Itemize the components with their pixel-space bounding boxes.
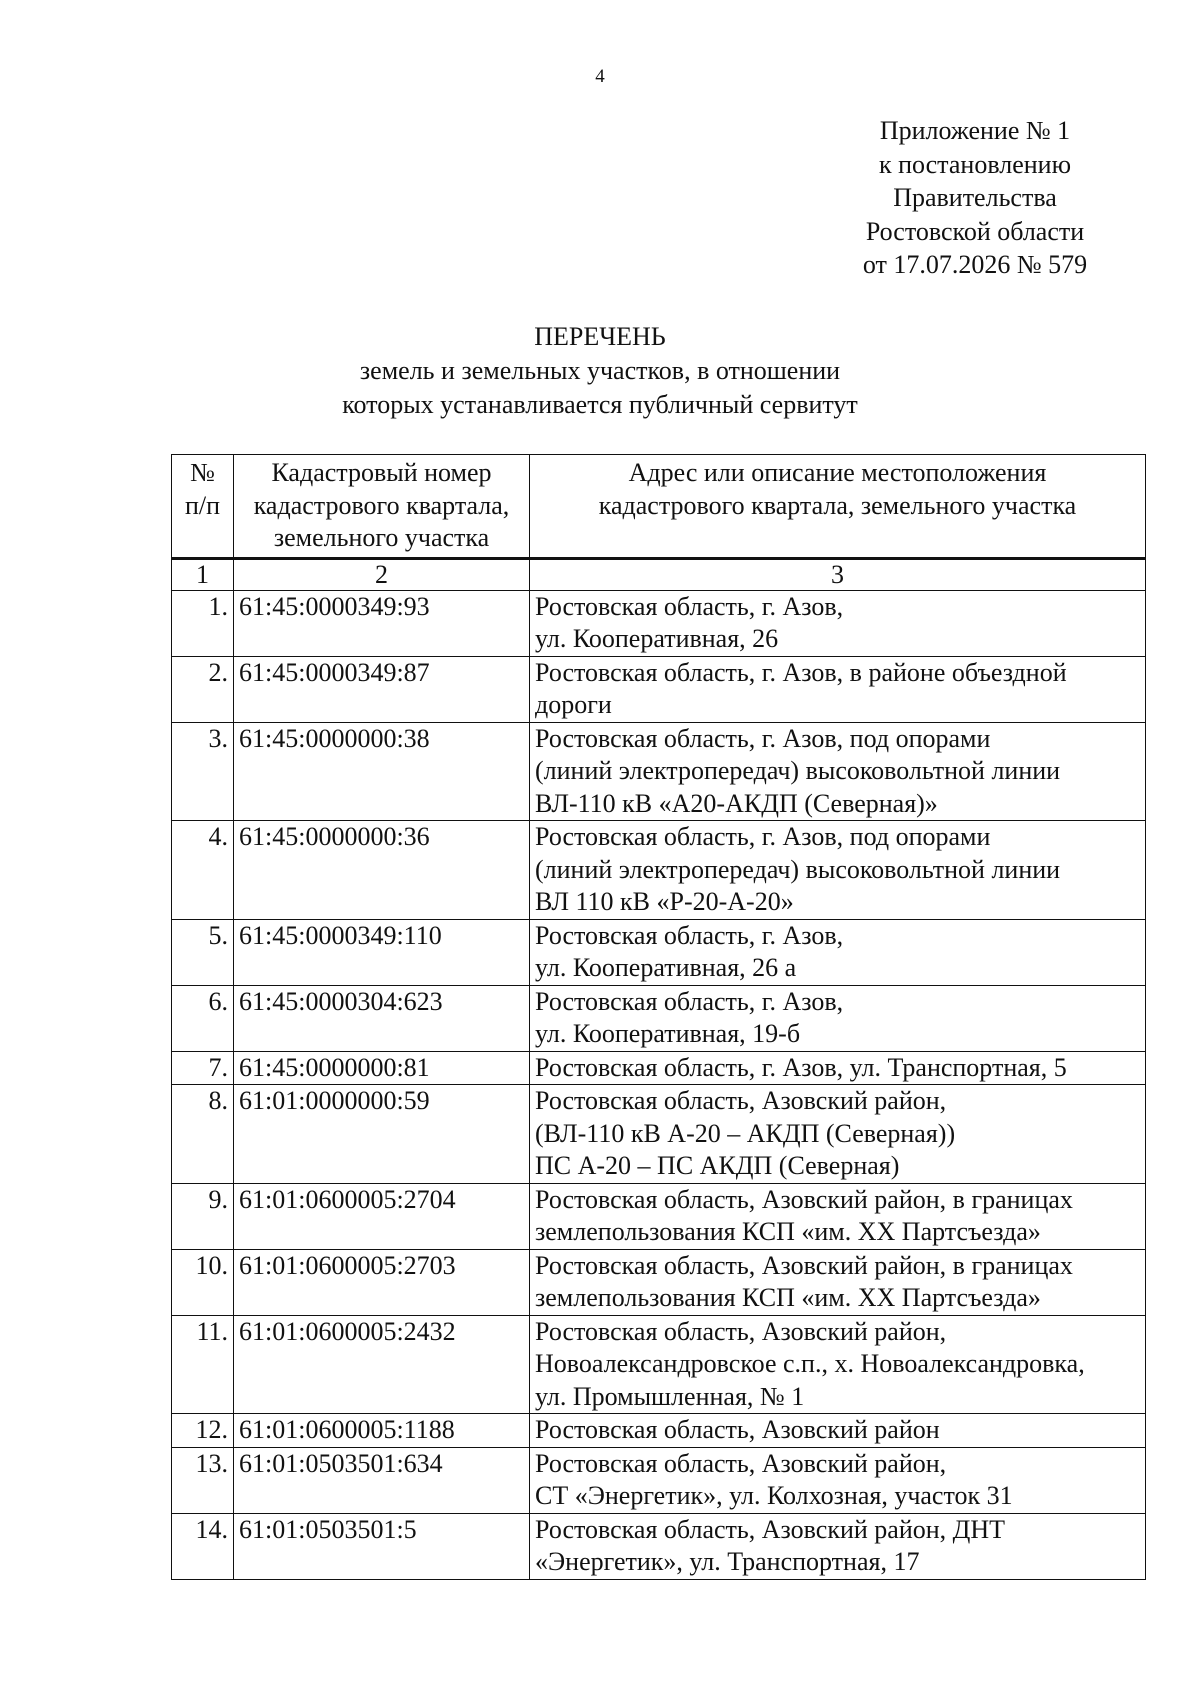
appendix-line: от 17.07.2026 № 579 <box>862 250 1088 279</box>
address-line: Ростовская область, Азовский район, ДНТ <box>535 1514 1006 1544</box>
address-line: Новоалександровское с.п., х. Новоалександровка, <box>535 1349 1085 1378</box>
table-row <box>172 985 1146 1051</box>
column-number: 2 <box>234 558 530 590</box>
header-line: кадастрового квартала, <box>253 490 510 520</box>
address-cell <box>530 1085 1146 1184</box>
cadastral-number: 61:45:0000000:36 <box>234 821 530 920</box>
table-row <box>172 722 1146 821</box>
table-row <box>172 1249 1146 1315</box>
table-row <box>172 1315 1146 1414</box>
address-line: землепользования КСП «им. XX Партсъезда» <box>535 1283 1041 1312</box>
land-plots-table <box>171 454 1146 1580</box>
table-header-row <box>172 455 1146 559</box>
address-line: Ростовская область, г. Азов, <box>535 920 844 950</box>
address-cell <box>530 656 1146 722</box>
row-number: 9. <box>172 1183 234 1249</box>
table-row <box>172 1513 1146 1579</box>
table-row <box>172 656 1146 722</box>
appendix-line: Правительства <box>893 183 1057 212</box>
address-line: СТ «Энергетик», ул. Колхозная, участок 31 <box>535 1481 1013 1510</box>
header-line: № <box>190 458 215 487</box>
header-address <box>530 455 1146 559</box>
address-line: Ростовская область, г. Азов, в районе объездной <box>535 657 1067 687</box>
address-line: Ростовская область, Азовский район, <box>535 1316 947 1346</box>
address-cell <box>530 1051 1146 1085</box>
address-line: (линий электропередач) высоковольтной линии <box>535 854 1061 884</box>
table-row <box>172 590 1146 656</box>
table-row <box>172 1051 1146 1085</box>
address-line: ВЛ 110 кВ «Р-20-А-20» <box>535 887 794 916</box>
address-line: ПС А-20 – ПС АКДП (Северная) <box>535 1151 900 1180</box>
address-cell <box>530 1183 1146 1249</box>
cadastral-number: 61:01:0600005:2704 <box>234 1183 530 1249</box>
cadastral-number: 61:45:0000000:38 <box>234 722 530 821</box>
cadastral-number: 61:45:0000349:87 <box>234 656 530 722</box>
cadastral-number: 61:45:0000304:623 <box>234 985 530 1051</box>
document-heading <box>0 320 1200 422</box>
row-number: 1. <box>172 590 234 656</box>
address-line: Ростовская область, г. Азов, <box>535 986 844 1016</box>
appendix-line: Приложение № 1 <box>879 116 1071 145</box>
table-row <box>172 1414 1146 1448</box>
table-row <box>172 1183 1146 1249</box>
address-line: ул. Кооперативная, 26 <box>535 624 779 653</box>
cadastral-number: 61:01:0503501:634 <box>234 1447 530 1513</box>
address-cell <box>530 1447 1146 1513</box>
table-row <box>172 821 1146 920</box>
header-line: Адрес или описание местоположения <box>628 458 1047 487</box>
page-number: 4 <box>595 66 605 87</box>
address-line: Ростовская область, г. Азов, под опорами <box>535 723 991 753</box>
column-number: 1 <box>172 558 234 590</box>
cadastral-number: 61:01:0000000:59 <box>234 1085 530 1184</box>
row-number: 4. <box>172 821 234 920</box>
address-cell <box>530 919 1146 985</box>
appendix-line: к постановлению <box>878 149 1072 179</box>
row-number: 14. <box>172 1513 234 1579</box>
cadastral-number: 61:45:0000000:81 <box>234 1051 530 1085</box>
document-subtitle-line: которых устанавливается публичный сервитут <box>342 390 858 419</box>
row-number: 2. <box>172 656 234 722</box>
column-numbers-row <box>172 558 1146 590</box>
address-line: Ростовская область, Азовский район, в границах <box>535 1184 1073 1214</box>
row-number: 11. <box>172 1315 234 1414</box>
row-number: 5. <box>172 919 234 985</box>
document-subtitle-line: земель и земельных участков, в отношении <box>359 356 841 385</box>
address-line: Ростовская область, г. Азов, под опорами <box>535 822 991 851</box>
address-line: ВЛ-110 кВ «А20-АКДП (Северная)» <box>535 788 938 818</box>
address-cell <box>530 1414 1146 1448</box>
header-line: земельного участка <box>273 523 490 552</box>
row-number: 12. <box>172 1414 234 1448</box>
cadastral-number: 61:01:0600005:1188 <box>234 1414 530 1448</box>
table-row <box>172 1085 1146 1184</box>
row-number: 8. <box>172 1085 234 1184</box>
address-line: Ростовская область, Азовский район, в границах <box>535 1250 1073 1280</box>
cadastral-number: 61:01:0600005:2432 <box>234 1315 530 1414</box>
address-line: Ростовская область, Азовский район <box>535 1415 940 1444</box>
address-line: (ВЛ-110 кВ А-20 – АКДП (Северная)) <box>535 1118 956 1148</box>
header-line: кадастрового квартала, земельного участка <box>598 490 1077 520</box>
address-line: землепользования КСП «им. XX Партсъезда» <box>535 1217 1041 1246</box>
address-line: Ростовская область, Азовский район, <box>535 1448 947 1478</box>
header-cadastral <box>234 455 530 559</box>
header-line: п/п <box>184 490 221 520</box>
address-line: Ростовская область, г. Азов, <box>535 591 844 621</box>
address-cell <box>530 1249 1146 1315</box>
cadastral-number: 61:45:0000349:93 <box>234 590 530 656</box>
appendix-line: Ростовской области <box>865 216 1085 246</box>
address-cell <box>530 590 1146 656</box>
address-line: ул. Промышленная, № 1 <box>535 1381 805 1411</box>
address-line: ул. Кооперативная, 19-б <box>535 1019 801 1048</box>
address-line: «Энергетик», ул. Транспортная, 17 <box>535 1547 920 1576</box>
appendix-block <box>820 114 1130 282</box>
column-number: 3 <box>530 558 1146 590</box>
table-row <box>172 1447 1146 1513</box>
address-line: дороги <box>535 690 612 719</box>
row-number: 13. <box>172 1447 234 1513</box>
address-line: (линий электропередач) высоковольтной линии <box>535 756 1061 785</box>
row-number: 10. <box>172 1249 234 1315</box>
cadastral-number: 61:01:0503501:5 <box>234 1513 530 1579</box>
address-line: Ростовская область, Азовский район, <box>535 1086 947 1115</box>
cadastral-number: 61:01:0600005:2703 <box>234 1249 530 1315</box>
address-line: Ростовская область, г. Азов, ул. Транспортная, 5 <box>535 1052 1067 1082</box>
table-row <box>172 919 1146 985</box>
row-number: 6. <box>172 985 234 1051</box>
header-number <box>172 455 234 559</box>
address-cell <box>530 1315 1146 1414</box>
address-cell <box>530 985 1146 1051</box>
cadastral-number: 61:45:0000349:110 <box>234 919 530 985</box>
document-title: ПЕРЕЧЕНЬ <box>534 322 666 351</box>
address-cell <box>530 821 1146 920</box>
address-line: ул. Кооперативная, 26 а <box>535 953 797 982</box>
address-cell <box>530 1513 1146 1579</box>
row-number: 3. <box>172 722 234 821</box>
header-line: Кадастровый номер <box>271 458 492 487</box>
address-cell <box>530 722 1146 821</box>
row-number: 7. <box>172 1051 234 1085</box>
